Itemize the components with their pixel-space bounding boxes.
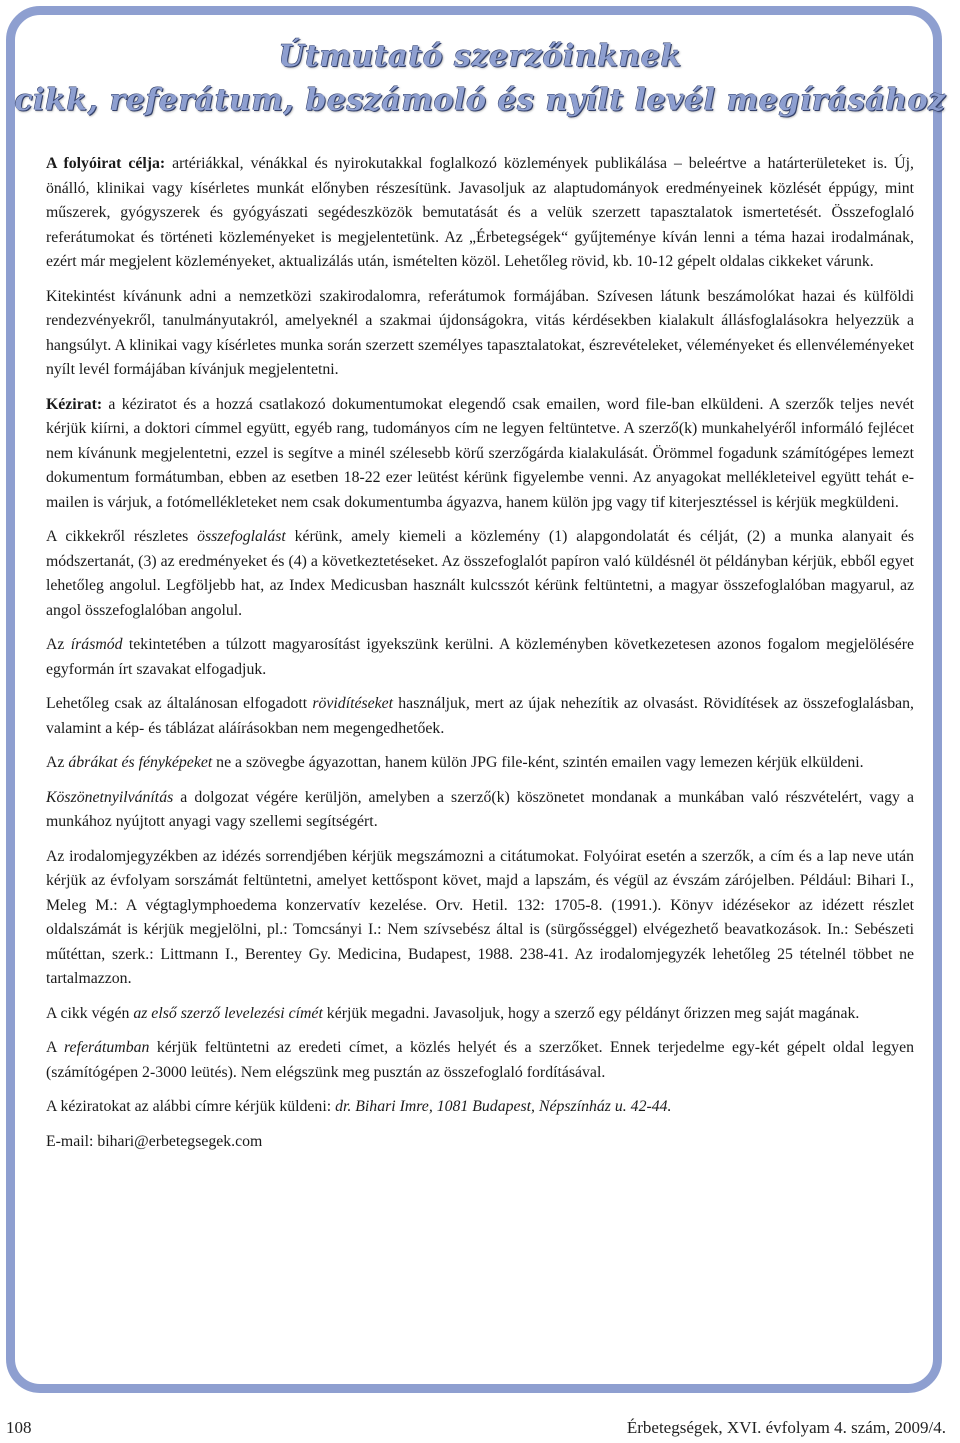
paragraph-writing-style <box>46 633 914 682</box>
paragraph-references: Az irodalomjegyzékben az idézés sorrendjében kérjük megszámozni a citátumokat. Folyóirat esetén a szerzők, a cím és a lap neve után kérjük az évfolyam sorszámát feltüntetni, amelyet kettőspont követ, majd a lapszám, és végül az évszám zárójelben. Például: Bihari I., Meleg M.: A végtaglymphoedema konzervatív kezelése. Orv. Hetil. 132: 1705-8. (1991.). Könyv idézésekor az idézett részlet oldalszámát is kérjük megjelölni, pl.: Tomcsányi I.: Nem szívsebész által is (sürgősséggel) elvégezhető beavatkozások. In.: Sebészeti műtéttan, szerk.: Littmann I., Berentey Gy. Medicina, Budapest, 1988. 238-41. Az irodalomjegyzék lehetőleg 25 tételnél többet ne tartalmazzon. <box>46 847 914 987</box>
paragraph-review <box>46 1036 914 1085</box>
manuscript-label: Kézirat: <box>46 395 103 413</box>
review-emphasis: referátumban <box>64 1039 150 1056</box>
paragraph-outlook: Kitekintést kívánunk adni a nemzetközi szakirodalomra, referátumok formájában. Szívesen látunk beszámolókat hazai és külföldi rendezvényekről, tanulmányutakról, amelyeknél a szakmai újdonságokra, vitás kérdésekben kialakult állásfoglalásokra helyezzük a hangsúlyt. A klinikai vagy kísérletes munka során szerzett személyes tapasztalatokat, észrevételeket, véleményeket és ellenvéleményeket nyílt levél formájában kívánjuk megjelentetni. <box>46 287 914 378</box>
paragraph-correspondence <box>46 1002 914 1027</box>
figures-text-a: Az <box>46 754 69 771</box>
review-text-a: A <box>46 1039 64 1056</box>
paragraph-manuscript <box>46 393 914 516</box>
summary-text-b: kérünk, amely kiemeli a közlemény (1) alapgondolatát és célját, (2) a munka alanyait és módszertanát, (3) az eredményeket és (4) a következtetéseket. Az összefoglalót papíron való küldésnél öt példányban kérjük, ebből egyet lehetőleg angolul. Legföljebb hat, az Index Medicusban használt kulcsszót kérünk feltüntetni, a magyar összefoglalóban magyarul, az angol összefoglalóban angolul. <box>46 528 914 619</box>
paragraph-purpose <box>46 152 914 275</box>
abbrev-text-a: Lehetőleg csak az általánosan elfogadott <box>46 695 313 712</box>
article-body <box>46 152 914 1164</box>
ack-text: a dolgozat végére kerüljön, amelyben a szerző(k) köszönetet mondanak a munkában való részvételért, vagy a munkához nyújtott anyagi vagy szellemi segítségért. <box>46 788 914 830</box>
paragraph-abbreviations <box>46 692 914 741</box>
corr-emphasis: az első szerző levelezési címét <box>133 1004 323 1022</box>
manuscript-text: a kéziratot és a hozzá csatlakozó dokumentumokat elegendő csak emailen, word file-ban elküldeni. A szerzők teljes nevét kérjük kiírni, a doktori címmel együtt, egyéb rang, tudományos cím ne legyen feltüntetve. A szerző(k) munkahelyéről informáló fejlécet nem kívánunk megjelentetni, ezzel is segítve a minél szélesebb körű szerzőgárda kialakulását. Örömmel fogadunk számítógépes lemezt dokumentum formátumban, ebben az esetben 18-22 ezer leütést kérünk figyelembe venni. Az anyagokat mellékleteivel együtt tehát e-mailen is várjuk, a fotómellékleteket nem csak dokumentumba ágyazva, hanem külön jpg vagy tif kiterjesztéssel is kérjük megküldeni. <box>46 395 914 511</box>
style-text-a: Az <box>46 636 71 653</box>
paragraph-summary <box>46 525 914 623</box>
corr-text-a: A cikk végén <box>46 1004 134 1022</box>
purpose-text: artériákkal, vénákkal és nyirokutakkal foglalkozó közlemények publikálása – beleértve a határterületeket is. Új, önálló, klinikai vagy kísérletes munkát előnyben részesítünk. Javasoljuk az alaptudományok eredményeinek közlését éppúgy, mint műszerek, gyógyszerek és gyógyászati segédeszközök bemutatását és a velük szerzett tapasztalatok ismertetését. Összefoglaló referátumokat és történeti közleményeket is megjelentetünk. Az „Érbetegségek“ gyűjteménye kíván lenni a téma hazai irodalmának, ezért már megjelent közleményeket, aktualizálás után, ismételten közöl. Lehetőleg rövid, kb. 10-12 gépelt oldalas cikkeket várunk. <box>46 155 914 270</box>
figures-emphasis: ábrákat és fényképeket <box>68 754 213 771</box>
address-text: A kéziratokat az alábbi címre kérjük küldeni: <box>46 1098 336 1115</box>
style-emphasis: írásmód <box>70 636 123 653</box>
paragraph-address <box>46 1095 914 1120</box>
abbrev-text-b: használjuk, mert az újak nehezítik az olvasást. Rövidítések az összefoglalásban, valamint a kép- és táblázat aláírásokban nem megengedhetőek. <box>46 695 914 737</box>
journal-citation: Érbetegségek, XVI. évfolyam 4. szám, 2009/4. <box>626 1418 946 1437</box>
corr-text-b: kérjük megadni. Javasoljuk, hogy a szerző egy példányt őrizzen meg saját magának. <box>322 1004 860 1022</box>
style-text-b: tekintetében a túlzott magyarosítást igyekszünk kerülni. A közleményben következetesen azonos fogalom megjelölésére egyformán írt szavakat elfogadjuk. <box>46 636 914 678</box>
page-title-line1: Útmutató szerzőinknek <box>278 39 682 74</box>
figures-text-b: ne a szövegbe ágyazottan, hanem külön JPG file-ként, szintén emailen vagy lemezen kérjük elküldeni. <box>212 754 864 771</box>
page-number: 108 <box>6 1418 32 1437</box>
summary-emphasis: összefoglalást <box>197 528 286 545</box>
abbrev-emphasis: rövidítéseket <box>312 695 394 712</box>
purpose-label: A folyóirat célja: <box>46 155 166 172</box>
paragraph-email[interactable]: E-mail: bihari@erbetegsegek.com <box>46 1132 263 1150</box>
page-title-line2: cikk, referátum, beszámoló és nyílt levél megírásához <box>14 83 946 118</box>
summary-text-a: A cikkekről részletes <box>46 528 198 545</box>
review-text-b: kérjük feltüntetni az eredeti címet, a közlés helyét és a szerzőket. Ennek terjedelme egy-két gépelt oldal legyen (számítógépen 2-3000 leütés). Nem elégszünk meg pusztán az összefoglaló fordításával. <box>46 1039 914 1081</box>
paragraph-figures <box>46 751 914 776</box>
paragraph-acknowledgement <box>46 786 914 835</box>
address-emphasis: dr. Bihari Imre, 1081 Budapest, Népszínház u. 42-44. <box>335 1098 672 1115</box>
ack-emphasis: Köszönetnyilvánítás <box>46 788 174 806</box>
